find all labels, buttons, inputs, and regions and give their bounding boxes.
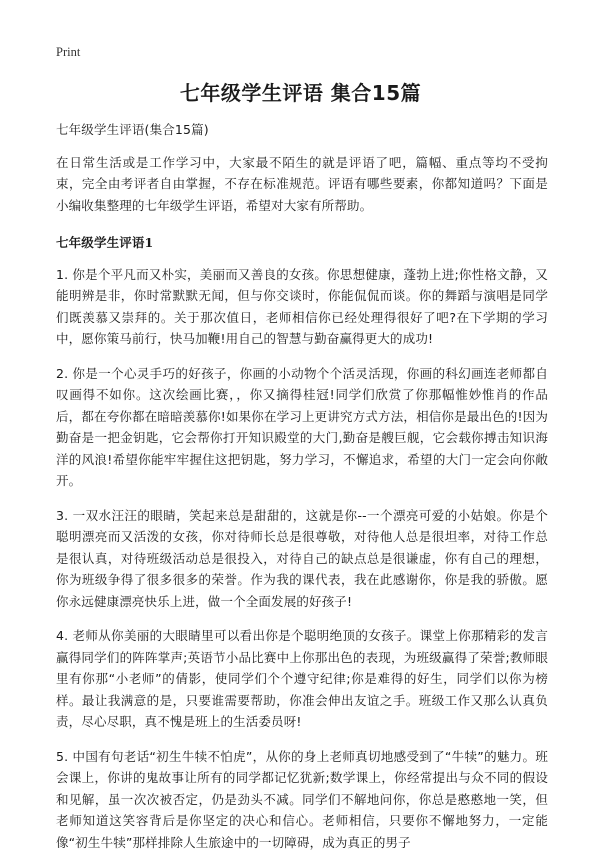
comment-item-4: 4. 老师从你美丽的大眼睛里可以看出你是个聪明绝顶的女孩子。课堂上你那精彩的发言赢得同学们的阵阵掌声;英语节小品比赛中上你那出色的表现，为班级赢得了荣誉;教师眼里有你那“小老师”的倩影，使同学们个个遵守纪律;你是难得的好生，同学们以你为榜样。最让我满意的是，只要谁需要帮助，你准会伸出友谊之手。班级工作又那么认真负责，尽心尽职，真不愧是班上的生活委员呀! — [56, 628, 548, 729]
intro-paragraph: 在日常生活或是工作学习中，大家最不陌生的就是评语了吧，篇幅、重点等均不受拘束，完全由考评者自由掌握，不存在标准规范。评语有哪些要素，你都知道吗？下面是小编收集整理的七年级学生评语，希望对大家有所帮助。 — [56, 154, 548, 213]
page-title: 七年级学生评语 集合15篇 — [179, 81, 422, 105]
comment-item-1: 1. 你是个平凡而又朴实，美丽而又善良的女孩。你思想健康，蓬勃上进;你性格文静，又能明辨是非，你时常默默无闻，但与你交谈时，你能侃侃而谈。你的舞蹈与演唱是同学们既羡慕又崇拜的。关于那次值日，老师相信你已经处理得很好了吧?在下学期的学习中，愿你策马前行，快马加鞭!用自己的智慧与勤奋赢得更大的成功! — [56, 266, 548, 346]
section-heading: 七年级学生评语1 — [56, 235, 154, 250]
comment-item-2: 2. 你是一个心灵手巧的好孩子，你画的小动物个个活灵活现，你画的科幻画连老师都自叹画得不如你。这次绘画比赛，，你又摘得桂冠!同学们欣赏了你那幅惟妙惟肖的作品后，都在夸你都在暗暗羡慕你!如果你在学习上更讲究方式方法，相信你是最出色的!因为勤奋是一把金钥匙，它会帮你打开知识殿堂的大门,勤奋是艘巨舰，它会载你搏击知识海洋的风浪!希望你能牢牢握住这把钥匙，努力学习，不懈追求，希望的大门一定会向你敞开。 — [56, 365, 548, 488]
comment-item-3: 3. 一双水汪汪的眼睛，笑起来总是甜甜的，这就是你--一个漂亮可爱的小姑娘。你是个聪明漂亮而又活泼的女孩，你对待师长总是很尊敬，对待他人总是很坦率，对待工作总是很认真，对待班级活动总是很投入，对待自己的缺点总是很谦虚，你有自己的理想，你为班级争得了很多很多的荣誉。作为我的课代表，我在此感谢你，你是我的骄傲。愿你永远健康漂亮快乐上进，做一个全面发展的好孩子! — [56, 507, 548, 609]
document-subtitle: 七年级学生评语(集合15篇) — [56, 122, 209, 137]
print-link[interactable]: Print — [56, 45, 81, 59]
document-body — [56, 119, 548, 866]
comment-item-5: 5. 中国有句老话“初生牛犊不怕虎”，从你的身上老师真切地感受到了“牛犊”的魅力。班会课上，你讲的鬼故事让所有的同学都记忆犹新;数学课上，你经常提出与众不同的假设和见解，虽一次次被否定，仍是劲头不减。同学们不解地问你，你总是憨憨地一笑，但老师知道这笑容背后是你坚定的决心和信心。老师相信，只要你不懈地努力，一定能像“初生牛犊”那样排除人生旅途中的一切障碍，成为真正的男子 — [56, 748, 548, 850]
